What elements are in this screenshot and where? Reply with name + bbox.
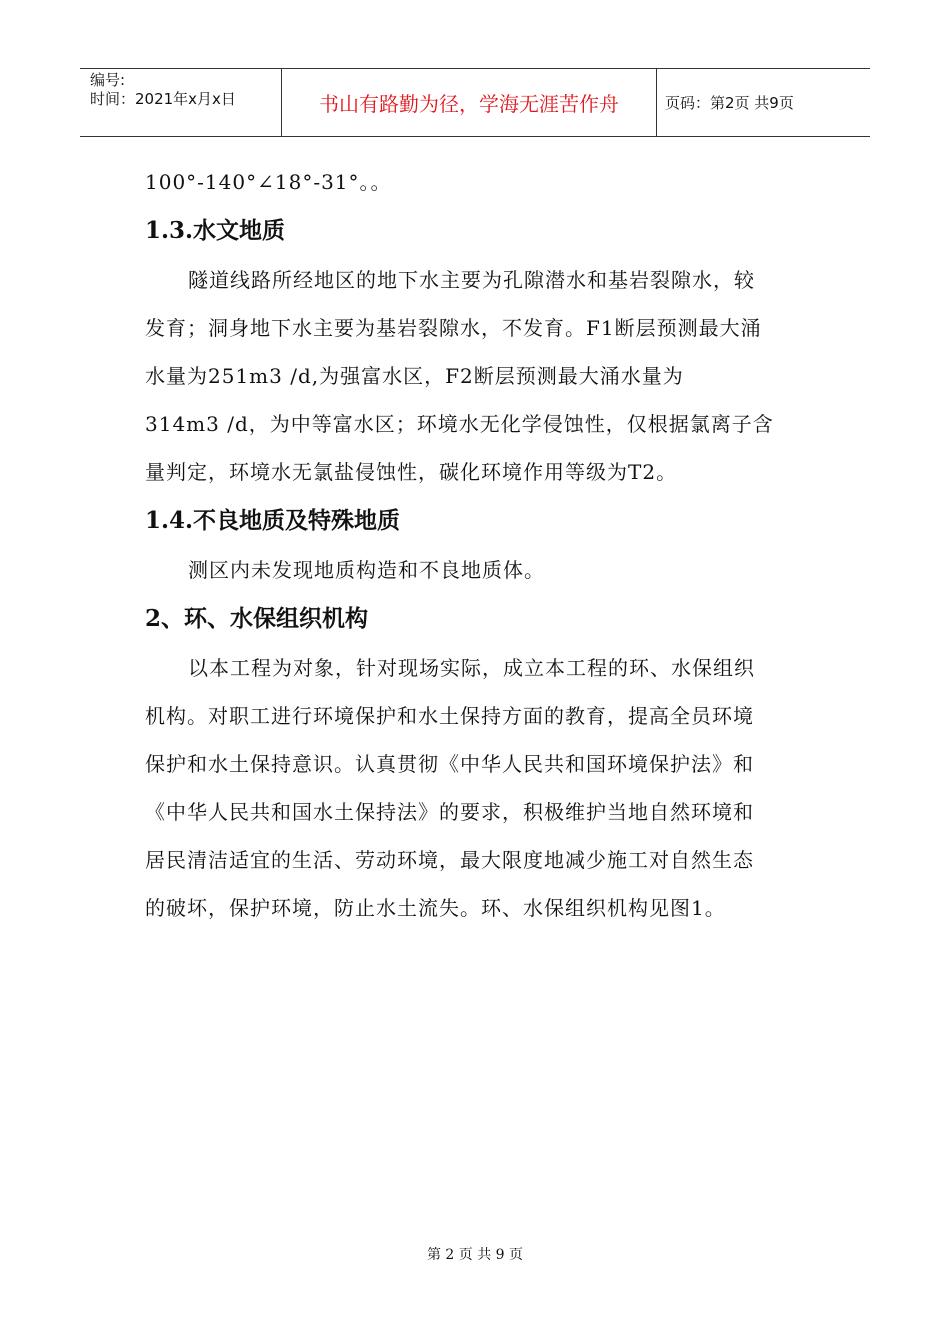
doc-date-label: 时间：2021年x月x日 — [90, 90, 236, 108]
paragraph-line: 水量为251m3 /d,为强富水区，F2断层预测最大涌水量为 — [145, 364, 684, 388]
paragraph-line: 100°-140°∠18°-31°。。 — [145, 170, 392, 194]
header-meta — [80, 69, 282, 136]
paragraph-line: 的破坏，保护环境，防止水土流失。环、水保组织机构见图1。 — [145, 896, 726, 920]
page-footer: 第 2 页 共 9 页 — [426, 1247, 524, 1263]
section-heading-2: 2、环、水保组织机构 — [145, 605, 369, 632]
paragraph-line: 保护和水土保持意识。认真贯彻《中华人民共和国环境保护法》和 — [145, 752, 754, 776]
section-heading-1-3: 1.3.水文地质 — [145, 217, 286, 244]
paragraph-line: 314m3 /d，为中等富水区；环境水无化学侵蚀性，仅根据氯离子含 — [145, 412, 774, 436]
paragraph-line: 量判定，环境水无氯盐侵蚀性，碳化环境作用等级为T2。 — [145, 460, 678, 484]
paragraph-line: 测区内未发现地质构造和不良地质体。 — [188, 558, 545, 582]
paragraph-line: 居民清洁适宜的生活、劳动环境，最大限度地减少施工对自然生态 — [145, 848, 754, 872]
document-body — [145, 158, 810, 932]
page-header — [80, 68, 870, 137]
paragraph-line: 《中华人民共和国水土保持法》的要求，积极维护当地自然环境和 — [145, 800, 754, 824]
paragraph-line: 以本工程为对象，针对现场实际，成立本工程的环、水保组织 — [188, 656, 755, 680]
header-page-info: 页码：第2页 共9页 — [665, 94, 794, 112]
section-heading-1-4: 1.4.不良地质及特殊地质 — [145, 507, 401, 534]
paragraph-line: 机构。对职工进行环境保护和水土保持方面的教育，提高全员环境 — [145, 704, 754, 728]
doc-number-label: 编号: — [90, 71, 126, 89]
paragraph-line: 隧道线路所经地区的地下水主要为孔隙潜水和基岩裂隙水，较 — [188, 268, 755, 292]
header-motto: 书山有路勤为径，学海无涯苦作舟 — [282, 69, 657, 136]
paragraph-line: 发育；洞身地下水主要为基岩裂隙水，不发育。F1断层预测最大涌 — [145, 316, 762, 340]
